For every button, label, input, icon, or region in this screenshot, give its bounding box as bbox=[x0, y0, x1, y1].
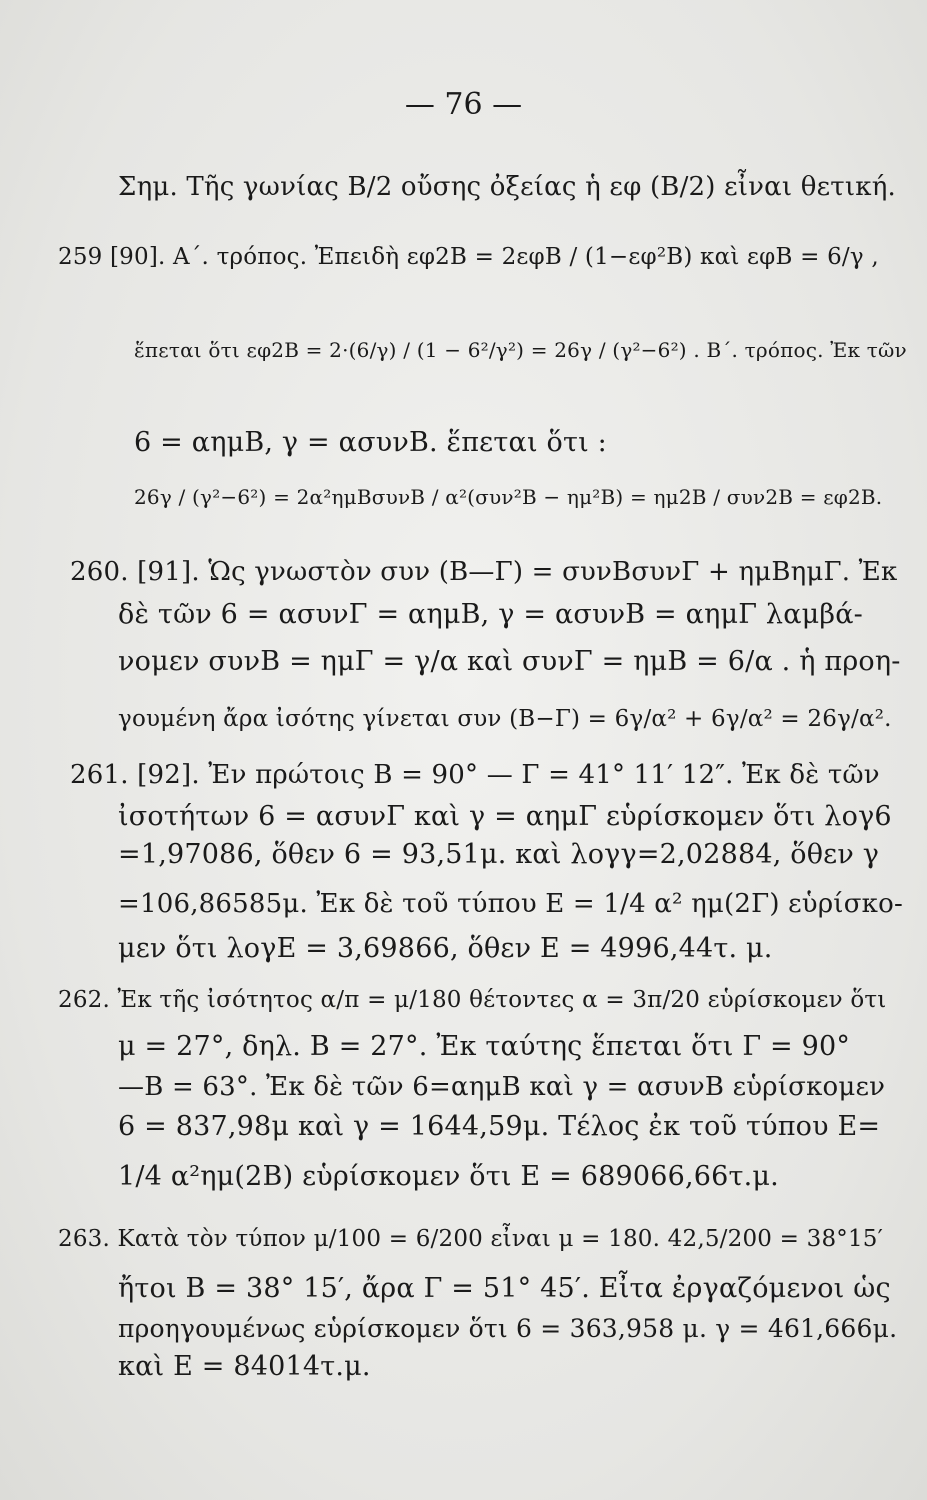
problem-259-line-4: 26γ / (γ²−6²) = 2α²ημΒσυνΒ / α²(συν²Β − ημ²Β) = ημ2Β / συν2Β = εφ2Β. bbox=[134, 485, 883, 509]
note-line: Σημ. Τῆς γωνίας B/2 οὔσης ὀξείας ἡ εφ (B/2) εἶναι θετική. bbox=[118, 172, 896, 202]
page-number: — 76 — bbox=[404, 87, 523, 122]
problem-259-line-3: 6 = αημΒ, γ = ασυνΒ. ἕπεται ὅτι : bbox=[134, 427, 607, 458]
problem-260-line-3: νομεν συνΒ = ημΓ = γ/α καὶ συνΓ = ημΒ = 6/α . ἡ προη- bbox=[118, 646, 901, 677]
problem-260-line-1: 260. [91]. Ὡς γνωστὸν συν (Β—Γ) = συνΒσυνΓ + ημΒημΓ. Ἐκ bbox=[70, 557, 898, 587]
problem-261-line-3: =1,97086, ὅθεν 6 = 93,51μ. καὶ λογγ=2,02884, ὅθεν γ bbox=[118, 839, 880, 870]
problem-262-line-4: 6 = 837,98μ καὶ γ = 1644,59μ. Τέλος ἐκ τοῦ τύπου Ε= bbox=[118, 1111, 881, 1142]
problem-260-line-4: γουμένη ἄρα ἰσότης γίνεται συν (Β−Γ) = 6γ/α² + 6γ/α² = 26γ/α². bbox=[118, 706, 892, 732]
problem-260-line-2: δὲ τῶν 6 = ασυνΓ = αημΒ, γ = ασυνΒ = αημΓ λαμβά- bbox=[118, 599, 863, 630]
problem-262-line-2: μ = 27°, δηλ. Β = 27°. Ἐκ ταύτης ἕπεται ὅτι Γ = 90° bbox=[118, 1031, 851, 1062]
problem-259-line-2: ἕπεται ὅτι εφ2Β = 2·(6/γ) / (1 − 6²/γ²) = 26γ / (γ²−6²) . Β΄. τρόπος. Ἐκ τῶν bbox=[134, 338, 907, 362]
problem-262-line-1: 262. Ἐκ τῆς ἰσότητος α/π = μ/180 θέτοντες α = 3π/20 εὑρίσκομεν ὅτι bbox=[58, 987, 887, 1013]
problem-259-line-1: 259 [90]. Α΄. τρόπος. Ἐπειδὴ εφ2Β = 2εφΒ / (1−εφ²Β) καὶ εφΒ = 6/γ , bbox=[58, 244, 879, 270]
problem-261-line-1: 261. [92]. Ἐν πρώτοις Β = 90° — Γ = 41° 11′ 12″. Ἐκ δὲ τῶν bbox=[70, 760, 880, 790]
problem-263-line-2: ἤτοι Β = 38° 15′, ἄρα Γ = 51° 45′. Εἶτα ἐργαζόμενοι ὡς bbox=[118, 1273, 891, 1304]
problem-261-line-5: μεν ὅτι λογΕ = 3,69866, ὅθεν Ε = 4996,44τ. μ. bbox=[118, 933, 773, 964]
problem-261-line-4: =106,86585μ. Ἐκ δὲ τοῦ τύπου Ε = 1/4 α² ημ(2Γ) εὑρίσκο- bbox=[118, 889, 903, 919]
problem-261-line-2: ἰσοτήτων 6 = ασυνΓ καὶ γ = αημΓ εὑρίσκομεν ὅτι λογ6 bbox=[118, 801, 892, 832]
problem-263-line-3: προηγουμένως εὑρίσκομεν ὅτι 6 = 363,958 μ. γ = 461,666μ. bbox=[118, 1314, 898, 1343]
problem-263-line-1: 263. Κατὰ τὸν τύπον μ/100 = 6/200 εἶναι μ = 180. 42,5/200 = 38°15′ bbox=[58, 1226, 884, 1252]
problem-262-line-3: —Β = 63°. Ἐκ δὲ τῶν 6=αημΒ καὶ γ = ασυνΒ εὑρίσκομεν bbox=[118, 1072, 886, 1102]
problem-262-line-5: 1/4 α²ημ(2Β) εὑρίσκομεν ὅτι Ε = 689066,66τ.μ. bbox=[118, 1161, 779, 1192]
problem-263-line-4: καὶ Ε = 84014τ.μ. bbox=[118, 1351, 371, 1382]
